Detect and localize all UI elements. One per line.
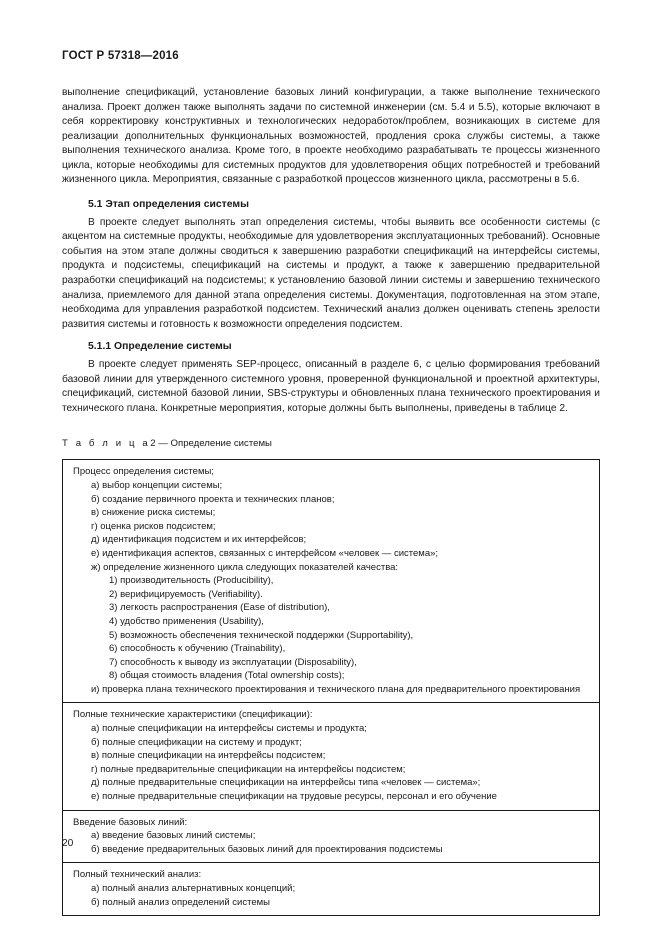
table-row: 4) удобство применения (Usability), <box>109 615 264 627</box>
table-row: ж) определение жизненного цикла следующих показателей качества: <box>91 561 399 573</box>
table-caption-title: — Определение системы <box>158 438 272 450</box>
paragraph-system-definition-stage: В проекте следует выполнять этап определения системы, чтобы выявить все особенности системы (с акцентом на системные продукты, необходимые для удовлетворения эксплуатационных требований). Основные события на этом этапе должны сводиться к завершению разработки спецификаций на интерфейсы системы, продукта и подсистемы, спецификаций на системы и продукт, а также к завершению предварительной разработки спецификаций на подсистемы; к установлению базовой линии системы и завершению технического анализа, приемлемого для данной этапа определения системы. Документация, подготовленная на этом этапе, необходима для управления разработкой подсистем. Технический анализ должен оценивать степень зрелости развития системы и готовность к возможности определения подсистем. <box>62 216 600 330</box>
paragraph-sep-process: В проекте следует применять SEP-процесс, описанный в разделе 6, с целью формирования требований базовой линии для утвержденного системного уровня, проверенной функциональной и проектной архитектуры, спецификаций, системной базовой линии, SBS-структуры и обновленных плана технического проектирования и технического плана. Конкретные мероприятия, которые должны быть выполнены, приведены в таблице 2. <box>62 359 600 414</box>
table-row: б) полные спецификации на систему и продукт; <box>91 736 302 748</box>
table-caption-number: 2 <box>150 438 156 450</box>
heading-5-1: 5.1 Этап определения системы <box>88 198 249 210</box>
table-section <box>63 863 599 915</box>
table-row: в) снижение риска системы; <box>91 507 216 519</box>
table-row: а) введение базовых линий системы; <box>91 830 256 842</box>
table-section-title: Полный технический анализ: <box>73 869 202 881</box>
table-row: г) полные предварительные спецификации на интерфейсы подсистем; <box>91 763 406 775</box>
table-row: д) полные предварительные спецификации на интерфейсы типа «человек — система»; <box>91 777 481 789</box>
page-number: 20 <box>62 838 74 849</box>
table-row: е) идентификация аспектов, связанных с интерфейсом «человек — система»; <box>91 547 439 559</box>
paragraph-intro: выполнение спецификаций, установление базовых линий конфигурации, а также выполнение технического анализа. Проект должен также выполнять задачи по системной инженерии (см. 5.4 и 5.5), которые включают в себя корректировку конструктивных и технологических недоработок/проблем, возникающих в системе для реализации дополнительных функциональных возможностей, продления срока службы системы, а также выполнения технического анализа. Кроме того, в проекте необходимо разрабатывать те процессы жизненного цикла, которые необходимы для системных продуктов для удовлетворения общих потребностей и требований жизненного цикла. Мероприятия, связанные с разработкой процессов жизненного цикла, рассмотрены в 5.6. <box>62 87 600 186</box>
table-row: б) введение предварительных базовых линий для проектирования подсистемы <box>91 843 443 855</box>
table-caption <box>62 437 600 450</box>
table-row: е) полные предварительные спецификации на трудовые ресурсы, персонал и его обучение <box>91 791 497 803</box>
table-section-title: Процесс определения системы; <box>73 466 214 478</box>
table-row: а) выбор концепции системы; <box>91 479 223 491</box>
table-row: г) оценка рисков подсистем; <box>91 520 216 532</box>
table-row: 7) способность к выводу из эксплуатации (Disposability), <box>109 656 357 668</box>
table-row: д) идентификация подсистем и их интерфейсов; <box>91 534 307 546</box>
table-row: а) полные спецификации на интерфейсы системы и продукта; <box>91 723 367 735</box>
table-row: и) проверка плана технического проектирования и технического плана для предварительного проектирования <box>91 683 581 695</box>
table-row: а) полный анализ альтернативных концепций; <box>91 883 296 895</box>
table-section-title: Полные технические характеристики (спецификации): <box>73 709 313 721</box>
table-row: в) полные спецификации на интерфейсы подсистем; <box>91 750 326 762</box>
table-row: б) полный анализ определений системы <box>91 896 271 908</box>
page-content <box>62 86 600 916</box>
table-section-title: Введение базовых линий: <box>73 816 188 828</box>
table-row: 2) верифицируемость (Verifiability). <box>109 588 263 600</box>
table-caption-label: Т а б л и ц а <box>62 438 151 450</box>
table-section <box>63 703 599 810</box>
table-row: 1) производительность (Producibility), <box>109 575 274 587</box>
table-section <box>63 811 599 864</box>
table-row: 6) способность к обучению (Trainability), <box>109 643 286 655</box>
table-row: 3) легкость распространения (Ease of distribution), <box>109 602 330 614</box>
page-header-standard-ref: ГОСТ Р 57318—2016 <box>62 50 179 62</box>
table-section <box>63 460 599 703</box>
table-row: б) создание первичного проекта и технических планов; <box>91 493 335 505</box>
table-row: 8) общая стоимость владения (Total ownership costs); <box>109 670 345 682</box>
table-row: 5) возможность обеспечения технической поддержки (Supportability), <box>109 629 414 641</box>
heading-5-1-1: 5.1.1 Определение системы <box>88 341 232 353</box>
table-2-system-definition <box>62 459 600 916</box>
